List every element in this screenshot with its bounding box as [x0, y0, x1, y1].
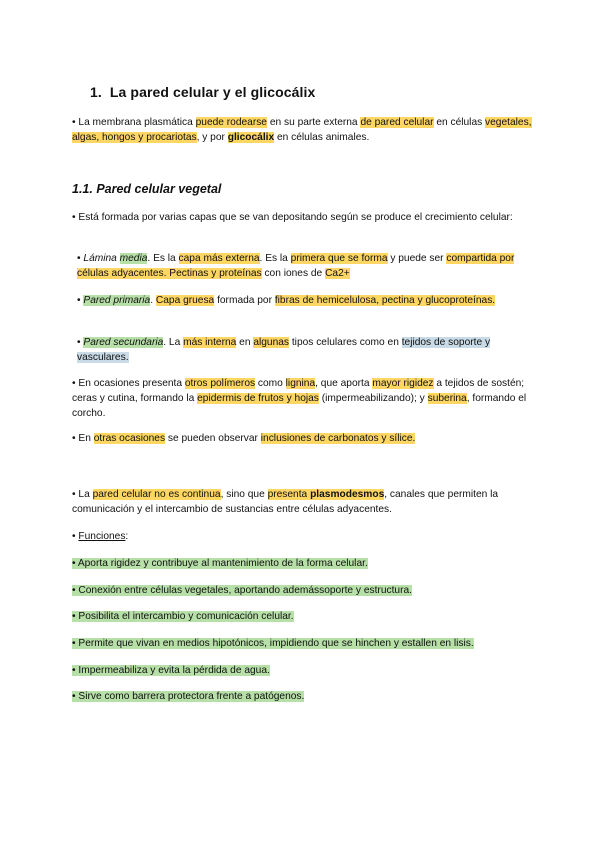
- funcion-item: • Posibilita el intercambio y comunicación celular.: [72, 611, 294, 622]
- layers-paragraph: • Está formada por varias capas que se van depositando según se produce el crecimiento celular:: [72, 212, 513, 223]
- funcion-item: • Aporta rigidez y contribuye al mantenimiento de la forma celular.: [72, 558, 368, 569]
- section-title: La pared celular y el glicocálix: [109, 84, 316, 100]
- funcion-item: • Permite que vivan en medios hipotónicos, impidiendo que se hinchen y estallen en lisis.: [72, 638, 474, 649]
- subsection-heading: 1.1. Pared celular vegetal: [72, 182, 222, 196]
- lamina-media-item: • Lámina media. Es la capa más externa. Es la primera que se forma y puede ser compartida por células adyacentes. Pectinas y proteínas con iones de Ca2+: [77, 253, 515, 279]
- section-number: 1.: [90, 84, 102, 100]
- pared-primaria-item: • Pared primaria. Capa gruesa formada por fibras de hemicelulosa, pectina y glucoproteínas.: [77, 295, 496, 306]
- pared-secundaria-item: • Pared secundaria. La más interna en algunas tipos celulares como en tejidos de soporte y vasculares.: [77, 337, 491, 363]
- funcion-item: • Sirve como barrera protectora frente a patógenos.: [72, 691, 305, 702]
- plasmodesmos-paragraph: • La pared celular no es continua, sino que presenta plasmodesmos, canales que permiten la comunicación y el intercambio de sustancias entre células adyacentes.: [72, 489, 499, 515]
- intro-paragraph: • La membrana plasmática puede rodearse en su parte externa de pared celular en células vegetales, algas, hongos y procariotas, y por glicocálix en células animales.: [72, 117, 532, 143]
- funciones-label: • Funciones:: [72, 531, 129, 542]
- inclusions-paragraph: • En otras ocasiones se pueden observar inclusiones de carbonatos y sílice.: [72, 433, 416, 444]
- section-heading: [90, 84, 315, 100]
- funcion-item: • Impermeabiliza y evita la pérdida de agua.: [72, 665, 270, 676]
- other-polymers-paragraph: • En ocasiones presenta otros polímeros como lignina, que aporta mayor rigidez a tejidos de sostén; ceras y cutina, formando la epidermis de frutos y hojas (impermeabilizando); y suberina, formando el corcho.: [72, 378, 527, 419]
- funcion-item: • Conexión entre células vegetales, aportando ademássoporte y estructura.: [72, 585, 412, 596]
